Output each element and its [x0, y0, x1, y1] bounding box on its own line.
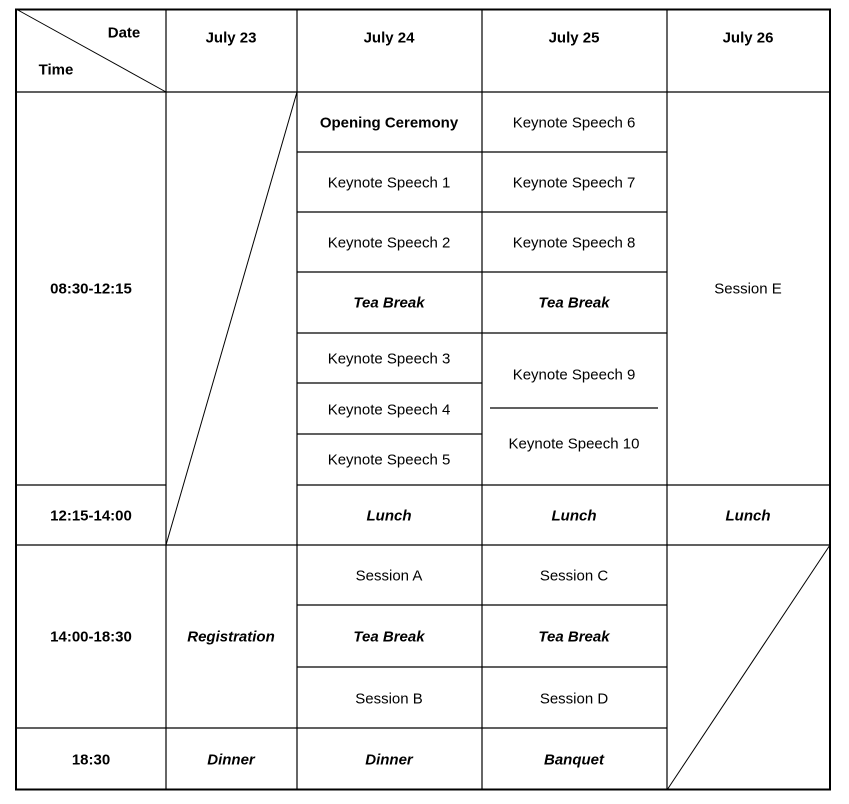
july24-session-b: Session B	[355, 690, 423, 708]
july25-session-c: Session C	[539, 567, 609, 585]
july24-keynote-4: Keynote Speech 4	[327, 401, 451, 419]
july26-lunch: Lunch	[725, 507, 771, 525]
header-day-july-25: July 25	[548, 29, 600, 47]
time-slot-morning: 08:30-12:15	[50, 280, 132, 298]
july23-dinner: Dinner	[207, 751, 255, 769]
july24-keynote-3: Keynote Speech 3	[327, 350, 451, 368]
july24-tea-break-pm: Tea Break	[353, 628, 425, 646]
header-date-label: Date	[107, 24, 141, 42]
july25-keynote-10: Keynote Speech 10	[508, 435, 640, 453]
july23-registration: Registration	[187, 628, 275, 646]
july24-keynote-1: Keynote Speech 1	[327, 174, 451, 192]
header-time-label: Time	[38, 61, 74, 79]
july24-session-a: Session A	[355, 567, 423, 585]
time-slot-midday: 12:15-14:00	[50, 507, 132, 525]
july25-keynote-8: Keynote Speech 8	[512, 234, 636, 252]
july25-session-d: Session D	[539, 690, 609, 708]
time-slot-evening: 18:30	[71, 751, 111, 769]
july24-tea-break-am: Tea Break	[353, 294, 425, 312]
july26-session-e: Session E	[714, 280, 782, 298]
july24-keynote-2: Keynote Speech 2	[327, 234, 451, 252]
time-slot-afternoon: 14:00-18:30	[50, 628, 132, 646]
header-day-july-24: July 24	[363, 29, 415, 47]
july25-tea-break-am: Tea Break	[538, 294, 610, 312]
header-day-july-26: July 26	[722, 29, 774, 47]
header-day-july-23: July 23	[205, 29, 257, 47]
july24-dinner: Dinner	[365, 751, 413, 769]
july24-keynote-5: Keynote Speech 5	[327, 451, 451, 469]
july25-tea-break-pm: Tea Break	[538, 628, 610, 646]
july25-lunch: Lunch	[551, 507, 597, 525]
july25-banquet: Banquet	[544, 751, 604, 769]
july25-keynote-9: Keynote Speech 9	[512, 366, 636, 384]
july25-keynote-6: Keynote Speech 6	[512, 114, 636, 132]
july24-lunch: Lunch	[366, 507, 412, 525]
july25-keynote-7: Keynote Speech 7	[512, 174, 636, 192]
july24-opening-ceremony: Opening Ceremony	[319, 114, 459, 132]
